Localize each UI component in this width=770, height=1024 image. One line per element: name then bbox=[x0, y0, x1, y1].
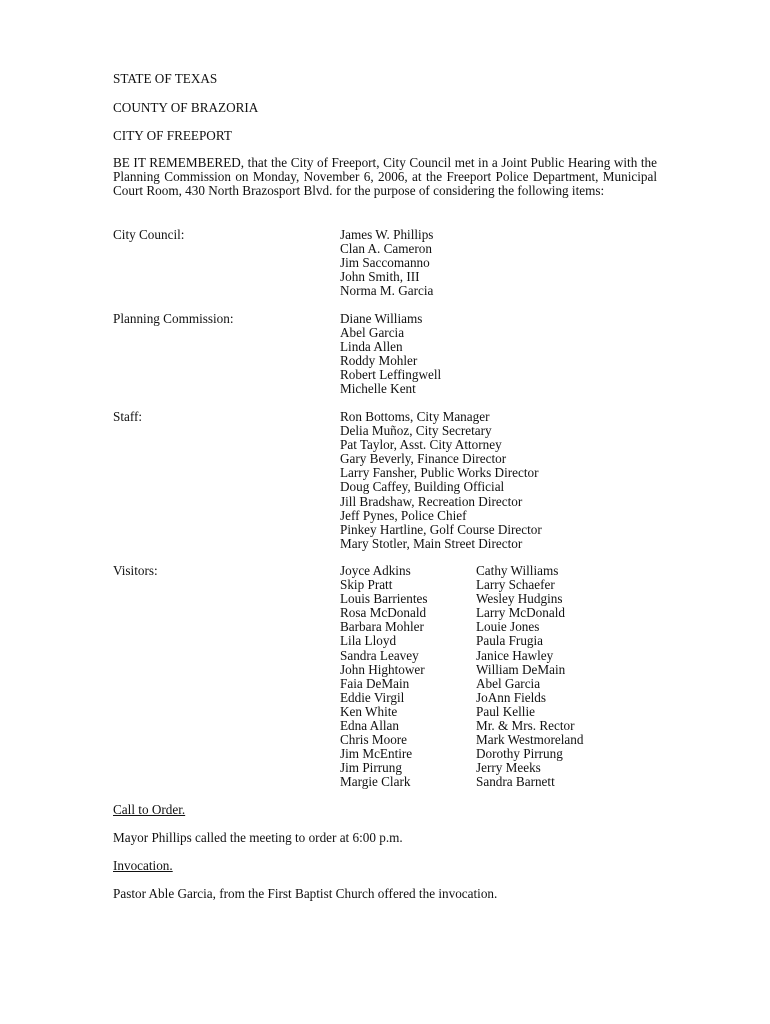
staff-member: Gary Beverly, Finance Director bbox=[340, 451, 507, 467]
invocation-heading: Invocation. bbox=[113, 858, 173, 873]
visitor-name: Paula Frugia bbox=[476, 633, 544, 649]
staff-member: Ron Bottoms, City Manager bbox=[340, 409, 490, 424]
visitor-name: Joyce Adkins bbox=[340, 563, 411, 578]
intro-text: BE IT REMEMBERED, that the City of Freeport, City Council met in a Joint Public Hearing with the Planning Commission on Monday, November 6, 2006, at the Freeport Police Department, Municipal Court Room, 430 North Brazosport Blvd. for the purpose of considering the following items: bbox=[113, 155, 657, 199]
council-member: John Smith, III bbox=[340, 269, 420, 285]
visitor-name: Louis Barrientes bbox=[340, 591, 428, 607]
staff-member: Pat Taylor, Asst. City Attorney bbox=[340, 437, 502, 453]
invocation-text: Pastor Able Garcia, from the First Baptist Church offered the invocation. bbox=[113, 886, 498, 901]
visitors-list-left bbox=[340, 564, 428, 790]
visitor-name: Larry McDonald bbox=[476, 605, 565, 621]
visitor-name: Cathy Williams bbox=[476, 563, 559, 578]
visitor-name: Louie Jones bbox=[476, 619, 540, 635]
state-line: STATE OF TEXAS bbox=[113, 71, 218, 86]
planning-member: Abel Garcia bbox=[340, 325, 405, 341]
visitor-name: Sandra Leavey bbox=[340, 647, 419, 663]
staff-member: Doug Caffey, Building Official bbox=[340, 479, 505, 495]
call-to-order-heading: Call to Order. bbox=[113, 802, 186, 817]
council-member: James W. Phillips bbox=[340, 227, 434, 242]
staff-member: Larry Fansher, Public Works Director bbox=[340, 465, 539, 481]
visitor-name: Margie Clark bbox=[340, 774, 411, 790]
visitor-name: Jerry Meeks bbox=[476, 760, 541, 776]
visitor-name: Abel Garcia bbox=[476, 675, 541, 691]
visitor-name: William DeMain bbox=[476, 661, 566, 677]
city-line: CITY OF FREEPORT bbox=[113, 128, 232, 143]
staff-list bbox=[340, 410, 542, 551]
planning-member: Linda Allen bbox=[340, 339, 403, 355]
council-member: Norma M. Garcia bbox=[340, 283, 434, 299]
visitor-name: Larry Schaefer bbox=[476, 577, 555, 593]
staff-label: Staff: bbox=[113, 409, 143, 424]
council-member: Jim Saccomanno bbox=[340, 255, 430, 271]
visitor-name: Jim McEntire bbox=[340, 746, 413, 762]
visitor-name: Sandra Barnett bbox=[476, 774, 555, 790]
visitor-name: Mr. & Mrs. Rector bbox=[476, 718, 575, 734]
call-to-order-text: Mayor Phillips called the meeting to order at 6:00 p.m. bbox=[113, 830, 403, 845]
planning-list bbox=[340, 312, 441, 397]
visitor-name: Mark Westmoreland bbox=[476, 732, 584, 748]
county-line: COUNTY OF BRAZORIA bbox=[113, 100, 259, 115]
visitor-name: Ken White bbox=[340, 703, 398, 719]
visitor-name: Rosa McDonald bbox=[340, 605, 427, 621]
planning-member: Robert Leffingwell bbox=[340, 367, 442, 383]
council-list bbox=[340, 228, 433, 298]
staff-member: Mary Stotler, Main Street Director bbox=[340, 535, 523, 551]
staff-member: Jeff Pynes, Police Chief bbox=[340, 507, 467, 523]
visitor-name: Paul Kellie bbox=[476, 703, 535, 719]
council-label: City Council: bbox=[113, 227, 185, 242]
planning-label: Planning Commission: bbox=[113, 311, 234, 326]
visitor-name: Lila Lloyd bbox=[340, 633, 397, 649]
visitor-name: Eddie Virgil bbox=[340, 689, 405, 705]
planning-member: Diane Williams bbox=[340, 311, 423, 326]
visitor-name: Chris Moore bbox=[340, 732, 408, 748]
staff-member: Jill Bradshaw, Recreation Director bbox=[340, 493, 523, 509]
planning-member: Roddy Mohler bbox=[340, 353, 418, 369]
intro-paragraph bbox=[113, 156, 657, 198]
visitors-label: Visitors: bbox=[113, 563, 158, 578]
council-member: Clan A. Cameron bbox=[340, 241, 432, 257]
staff-member: Pinkey Hartline, Golf Course Director bbox=[340, 521, 542, 537]
visitor-name: John Hightower bbox=[340, 661, 425, 677]
visitor-name: JoAnn Fields bbox=[476, 689, 546, 705]
visitor-name: Janice Hawley bbox=[476, 647, 554, 663]
staff-member: Delia Muñoz, City Secretary bbox=[340, 423, 492, 439]
visitor-name: Dorothy Pirrung bbox=[476, 746, 563, 762]
visitor-name: Barbara Mohler bbox=[340, 619, 424, 635]
planning-member: Michelle Kent bbox=[340, 381, 416, 397]
visitor-name: Edna Allan bbox=[340, 718, 399, 734]
visitor-name: Wesley Hudgins bbox=[476, 591, 563, 607]
visitors-list-right bbox=[476, 564, 583, 790]
visitor-name: Skip Pratt bbox=[340, 577, 393, 593]
visitor-name: Jim Pirrung bbox=[340, 760, 402, 776]
visitor-name: Faia DeMain bbox=[340, 675, 410, 691]
